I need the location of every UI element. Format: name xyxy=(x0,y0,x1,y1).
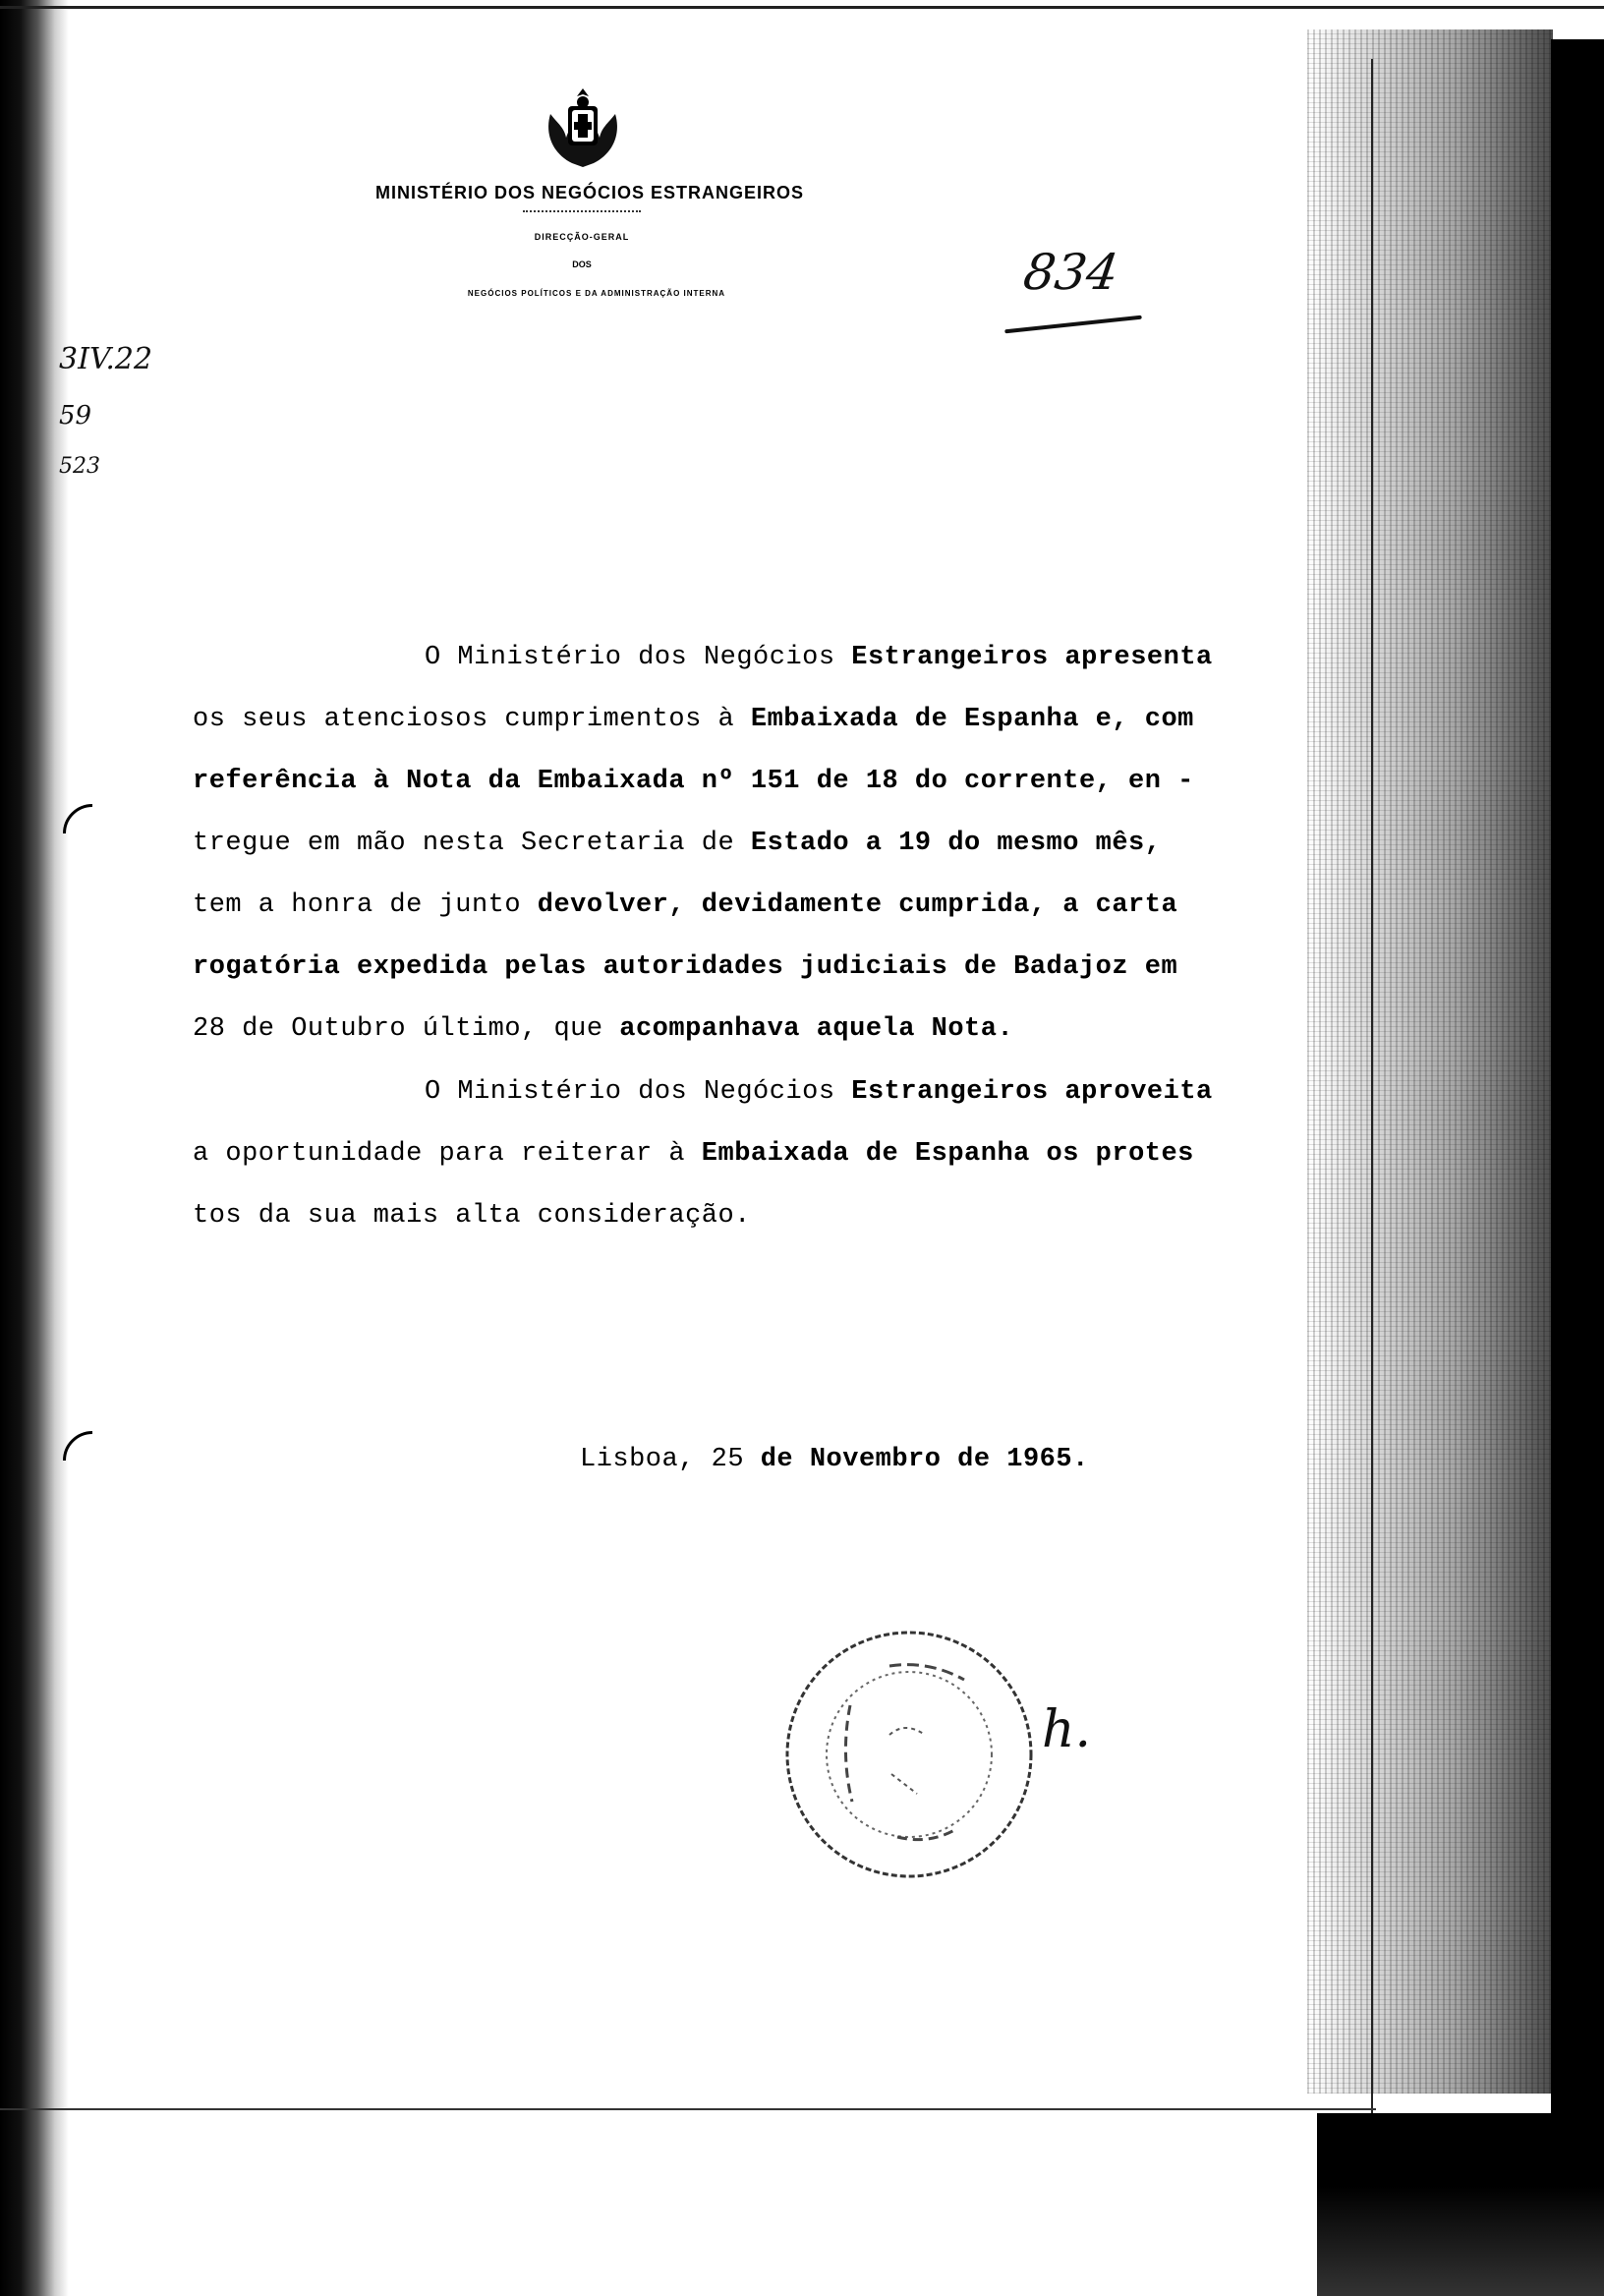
department-label: NEGÓCIOS POLÍTICOS E DA ADMINISTRAÇÃO INTERNA xyxy=(467,289,726,298)
body-line: tos da sua mais alta consideração. xyxy=(193,1201,751,1231)
scan-bottom-corner xyxy=(1317,2113,1604,2296)
scan-right-edge xyxy=(1551,39,1604,2296)
margin-note: 3IV.22 xyxy=(59,342,153,376)
body-line: os seus atenciosos cumprimentos à Embaixada de Espanha e, com xyxy=(193,705,1194,734)
margin-note: 523 xyxy=(59,454,100,479)
body-line: 28 de Outubro último, que acompanhava aquela Nota. xyxy=(193,1014,1014,1044)
punch-hole xyxy=(63,1431,122,1490)
scan-right-noise xyxy=(1307,29,1553,2094)
paper-right-edge xyxy=(1371,59,1373,2113)
of-label: DOS xyxy=(572,259,592,269)
scan-top-edge xyxy=(0,6,1604,9)
body-line: referência à Nota da Embaixada nº 151 de 18 do corrente, en - xyxy=(193,767,1194,796)
body-line: O Ministério dos Negócios Estrangeiros apresenta xyxy=(425,643,1213,672)
ministry-seal-stamp xyxy=(781,1627,1037,1882)
body-line: O Ministério dos Negócios Estrangeiros aproveita xyxy=(425,1077,1213,1107)
document-number: 834 xyxy=(1019,244,1122,301)
body-line: a oportunidade para reiterar à Embaixada de Espanha os protes xyxy=(193,1139,1194,1169)
body-line: tregue em mão nesta Secretaria de Estado a 19 do mesmo mês, xyxy=(193,829,1162,858)
margin-note: 59 xyxy=(59,401,92,430)
body-line: tem a honra de junto devolver, devidamente cumprida, a carta xyxy=(193,890,1178,920)
direction-label: DIRECÇÃO-GERAL xyxy=(534,232,630,242)
coat-of-arms-icon xyxy=(543,85,623,173)
paper-bottom-edge xyxy=(0,2108,1376,2110)
punch-hole xyxy=(63,804,122,863)
document-number-underline xyxy=(1004,316,1142,334)
body-line: rogatória expedida pelas autoridades judiciais de Badajoz em xyxy=(193,952,1178,982)
date-line: Lisboa, 25 de Novembro de 1965. xyxy=(580,1445,1089,1474)
ministry-name: MINISTÉRIO DOS NEGÓCIOS ESTRANGEIROS xyxy=(374,183,805,202)
letterhead-divider xyxy=(523,210,641,213)
signature: h. xyxy=(1042,1700,1092,1759)
